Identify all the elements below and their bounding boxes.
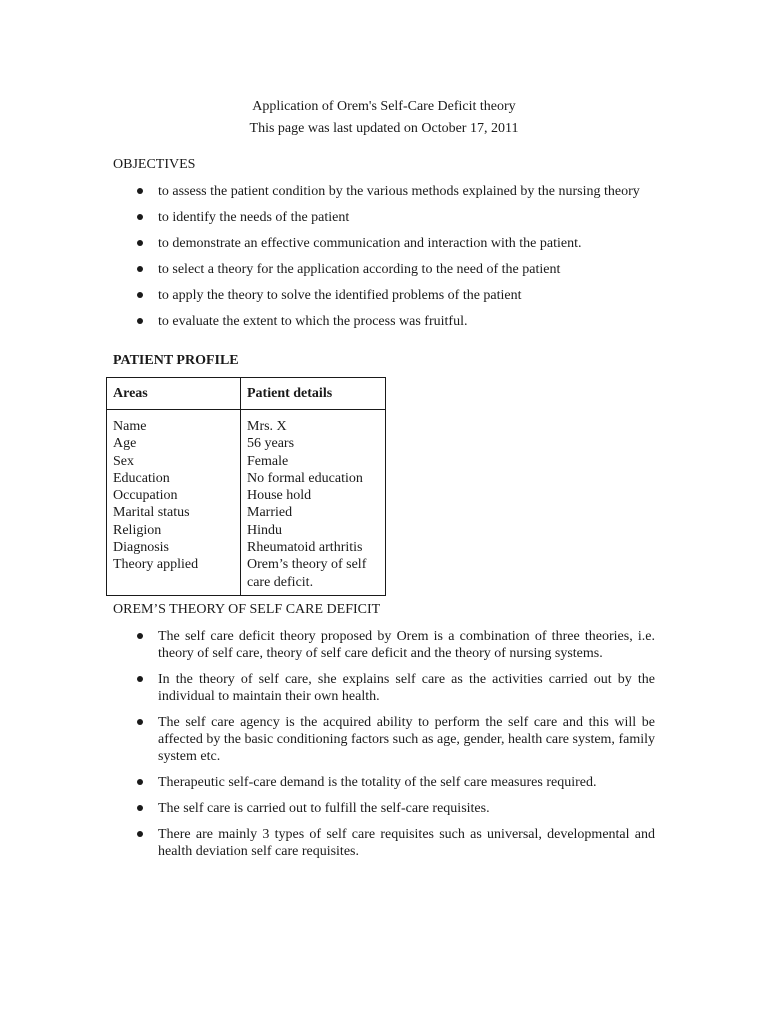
- detail-value: Hindu: [247, 522, 282, 538]
- bullet-icon: [137, 318, 143, 324]
- detail-value: House hold: [247, 488, 312, 504]
- column-header-areas: Areas: [107, 378, 241, 410]
- bullet-icon: [137, 240, 143, 246]
- document-title: Application of Orem's Self-Care Deficit theory: [252, 99, 516, 114]
- list-item: In the theory of self care, she explains self care as the activities carried out by the individual to maintain their own health.: [113, 671, 655, 705]
- objectives-heading: OBJECTIVES: [113, 157, 196, 172]
- area-label: Religion: [113, 522, 162, 538]
- area-label: Theory applied: [113, 557, 199, 573]
- list-item: There are mainly 3 types of self care requisites such as universal, developmental and health deviation self care requisites.: [113, 826, 655, 860]
- list-item: The self care agency is the acquired ability to perform the self care and this will be affected by the basic conditioning factors such as age, gender, health care system, family system etc.: [113, 714, 655, 765]
- area-label: Diagnosis: [113, 540, 169, 556]
- area-label: Name: [113, 419, 147, 434]
- patient-profile-heading: PATIENT PROFILE: [113, 353, 239, 368]
- area-label: Sex: [113, 453, 134, 469]
- bullet-icon: [137, 719, 143, 725]
- list-item: to identify the needs of the patient: [113, 209, 655, 226]
- list-item: to apply the theory to solve the identified problems of the patient: [113, 287, 655, 304]
- detail-value: Female: [247, 453, 289, 469]
- areas-cell: [107, 410, 241, 596]
- detail-value: care deficit.: [247, 574, 314, 590]
- detail-value: Married: [247, 505, 293, 521]
- area-label: Occupation: [113, 488, 178, 504]
- details-cell: [241, 410, 386, 596]
- bullet-icon: [137, 266, 143, 272]
- bullet-icon: [137, 292, 143, 298]
- title-block: [0, 96, 768, 140]
- list-item: to evaluate the extent to which the process was fruitful.: [113, 313, 655, 330]
- orem-theory-list: [113, 628, 655, 869]
- bullet-icon: [137, 676, 143, 682]
- objectives-list: [113, 183, 655, 339]
- bullet-icon: [137, 779, 143, 785]
- detail-value: Rheumatoid arthritis: [247, 540, 363, 556]
- area-label: Marital status: [113, 505, 190, 521]
- bullet-icon: [137, 188, 143, 194]
- patient-profile-table: [106, 377, 386, 596]
- column-header-details: Patient details: [241, 378, 386, 410]
- last-updated: This page was last updated on October 17, 2011: [249, 121, 519, 136]
- detail-value: Orem’s theory of self: [247, 557, 367, 573]
- list-item: Therapeutic self-care demand is the totality of the self care measures required.: [113, 774, 655, 791]
- list-item: to assess the patient condition by the various methods explained by the nursing theory: [113, 183, 655, 200]
- area-label: Age: [113, 436, 137, 452]
- list-item: The self care deficit theory proposed by Orem is a combination of three theories, i.e. theory of self care, theory of self care deficit and the theory of nursing systems.: [113, 628, 655, 662]
- orem-heading: OREM’S THEORY OF SELF CARE DEFICIT: [113, 602, 381, 617]
- bullet-icon: [137, 214, 143, 220]
- bullet-icon: [137, 805, 143, 811]
- list-item: to demonstrate an effective communication and interaction with the patient.: [113, 235, 655, 252]
- bullet-icon: [137, 633, 143, 639]
- table-row: [107, 410, 386, 596]
- bullet-icon: [137, 831, 143, 837]
- table-header-row: [107, 378, 386, 410]
- area-label: Education: [113, 470, 170, 486]
- list-item: The self care is carried out to fulfill the self-care requisites.: [113, 800, 655, 817]
- list-item: to select a theory for the application according to the need of the patient: [113, 261, 655, 278]
- detail-value: No formal education: [247, 470, 363, 486]
- detail-value: 56 years: [247, 436, 295, 452]
- detail-value: Mrs. X: [247, 419, 287, 434]
